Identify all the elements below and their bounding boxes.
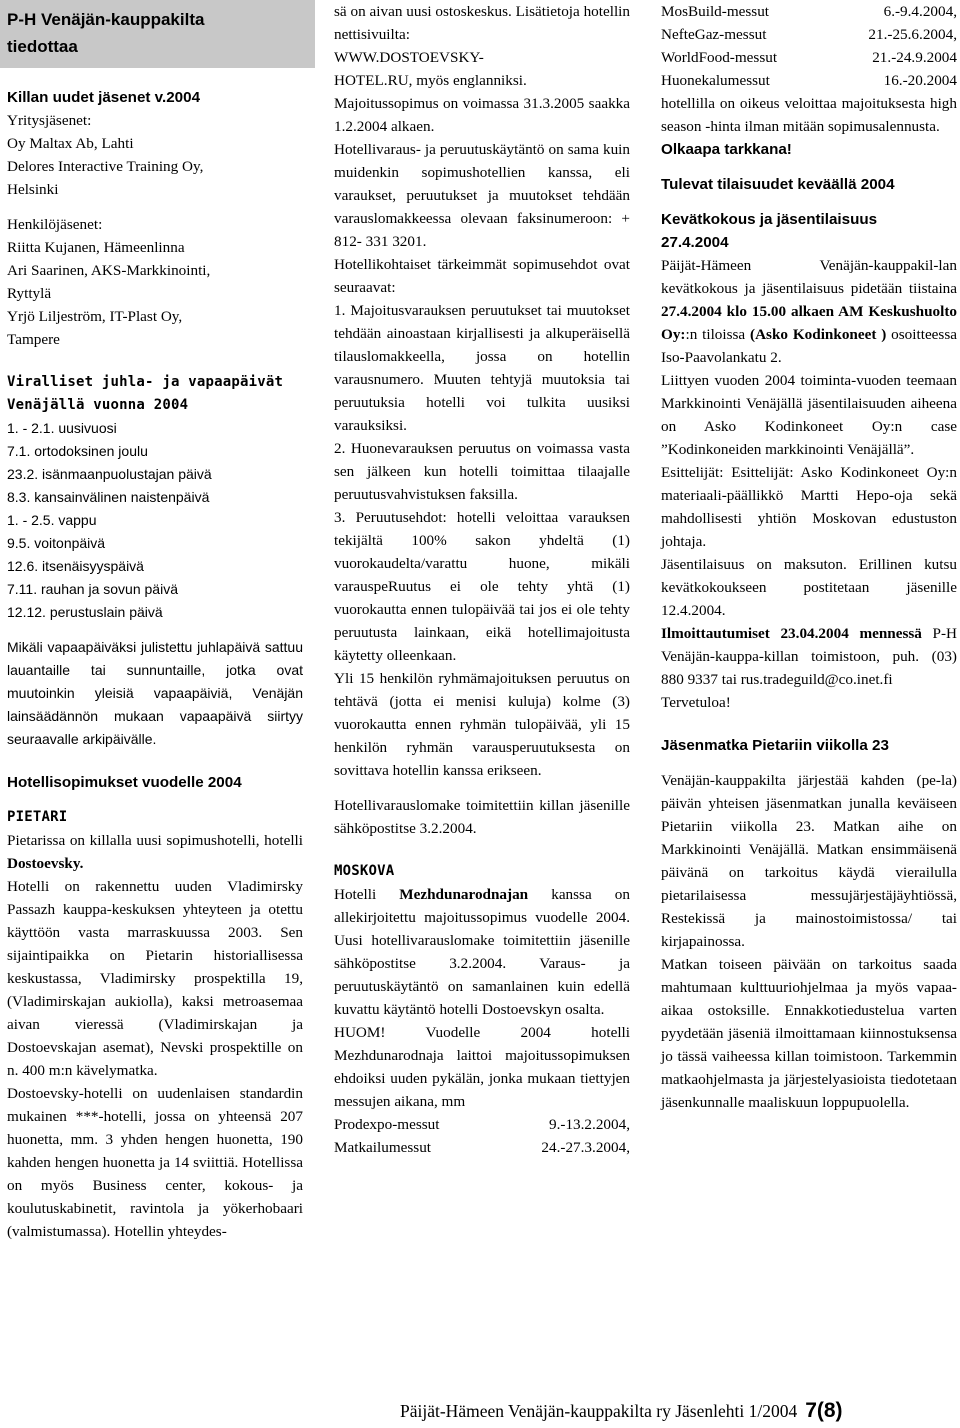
spring-meeting-details — [661, 254, 957, 369]
fair-date: 9.-13.2.2004, — [549, 1116, 630, 1133]
registration-contact: P-H Venäjän-kauppa-killan toimistoon, puh. (03) 880 9337 tai rus.tradeguild@co.inet.fi — [661, 625, 957, 688]
masthead-line-2: tiedottaa — [7, 37, 78, 56]
pietari-heading: PIETARI — [7, 809, 68, 825]
fair-row — [334, 1136, 630, 1159]
warning-text: Olkaapa tarkkana! — [661, 141, 792, 158]
agreement-validity: Majoitussopimus on voimassa 31.3.2005 saakka 1.2.2004 alkaen. — [334, 95, 630, 135]
terms-intro: Hotellikohtaiset tärkeimmät sopimusehdot ovat seuraavat: — [334, 256, 630, 296]
pietari-description: Hotelli on rakennettu uuden Vladimirsky Passazh kauppa-keskuksen yhteyteen ja otettu käyttöön vasta marraskuussa 2003. Sen sijaintipaikka on Pietarin historiallisessa keskustassa, Vladimirsky prospektilla 19, (Vladimirskajan aukiolla), kaksi metroasemaa aivan vieressä (Vladimirskajan ja Dostoevskajan asemat), Nevski prospektille on n. 400 m:n kävelymatka. — [7, 878, 303, 1079]
masthead — [0, 0, 315, 68]
masthead-line-1: P-H Venäjän-kauppakilta — [7, 10, 205, 29]
spring-meeting-text: osoitteessa Iso-Paavolankatu 2. — [661, 326, 957, 366]
pietari-intro — [7, 829, 303, 875]
booking-practice: Hotellivaraus- ja peruutuskäytäntö on sama kuin muidenkin sopimushotellien kanssa, eli varaukset, peruutukset ja muutokset tehdään varauslomakkeessa olevaan faksinumeroon: + 812- 331 3201. — [334, 141, 630, 250]
personal-member: Riitta Kujanen, Hämeenlinna — [7, 239, 185, 256]
hotel-name: Mezhdunarodnajan — [399, 886, 529, 903]
spring-meeting-text: :n tiloissa — [685, 326, 751, 343]
moskova-heading: MOSKOVA — [334, 863, 395, 879]
member-trip-details: Venäjän-kauppakilta järjestää kahden (pe-la) päivän yhteisen jäsenmatkan junalla keväiseen Pietariin viikolla 23. Matkan aihe on Markkinointi Venäjällä. Matkan ensimmäisenä päivänä on tarkoitus käydä vierailulla pietarilaisessa messujärjestäjäyhtiössä, Restekissä ja mainostoimistossa/ tai kirjapainossa. — [661, 772, 957, 950]
holiday-item: 9.5. voitonpäivä — [7, 535, 106, 551]
corporate-member: Oy Maltax Ab, Lahti — [7, 135, 134, 152]
holiday-item: 1. - 2.1. uusivuosi — [7, 420, 117, 436]
moskova-intro-text: kanssa on allekirjoitettu majoitussopimus vuodelle 2004. Uusi hotellivarauslomake toimitettiin jäsenille sähköpostitse 3.2.2004. Varaus- ja peruutuskäytäntö on samanlainen kuin edellä kuvattu käytäntö hotelli Dostoevskyn osalta. — [334, 886, 630, 1018]
corporate-member: Delores Interactive Training Oy, — [7, 158, 204, 175]
moskova-notice: HUOM! Vuodelle 2004 hotelli Mezhdunarodnaja laittoi majoitussopimuksen ehdoiksi uuden pykälän, jonka mukaan tiettyjen messujen aikana, mm — [334, 1024, 630, 1110]
column-2 — [334, 0, 630, 1159]
moskova-intro — [334, 883, 630, 1021]
holiday-item: 1. - 2.5. vappu — [7, 512, 97, 528]
member-trip-heading: Jäsenmatka Pietariin viikolla 23 — [661, 737, 889, 754]
welcome-text: Tervetuloa! — [661, 694, 731, 711]
holiday-item: 23.2. isänmaanpuolustajan päivä — [7, 466, 212, 482]
fair-name: MosBuild-messut — [661, 3, 770, 20]
hotel-agreements-heading: Hotellisopimukset vuodelle 2004 — [7, 774, 242, 791]
holiday-item: 7.11. rauhan ja sovun päivä — [7, 581, 178, 597]
fair-date: 24.-27.3.2004, — [541, 1139, 630, 1156]
upcoming-events-heading: Tulevat tilaisuudet keväällä 2004 — [661, 176, 895, 193]
registration — [661, 622, 957, 691]
spring-meeting-heading: Kevätkokous ja jäsentilaisuus — [661, 211, 878, 228]
corporate-member: Helsinki — [7, 181, 59, 198]
footer-text: Päijät-Hämeen Venäjän-kauppakilta ry Jäsenlehti 1/2004 — [400, 1401, 798, 1421]
page-footer — [400, 1398, 843, 1424]
fair-row — [334, 1113, 630, 1136]
personal-member: Ryttylä — [7, 285, 52, 302]
pietari-intro-text: Pietarissa on killalla uusi sopimushotelli, hotelli — [7, 832, 303, 849]
term-1: 1. Majoitusvarauksen peruutukset tai muutokset tehdään ainoastaan kirjallisesti ja alkuperäisellä tilauslomakkeella, jossa on hotellin varausnumero. Muuten tehtyjä muutoksia tai peruutuksia hotelli voi tulkita uusiksi varauksiksi. — [334, 302, 630, 434]
high-season-note: hotellilla on oikeus veloittaa majoituksesta high season -hinta ilman mitään sopimusalennusta. — [661, 95, 957, 135]
fair-name: Huonekalumessut — [661, 72, 770, 89]
holiday-item: 8.3. kansainvälinen naistenpäivä — [7, 489, 210, 505]
fair-row — [661, 23, 957, 46]
moskova-intro-text: Hotelli — [334, 886, 400, 903]
fair-name: Prodexpo-messut — [334, 1116, 440, 1133]
term-2: 2. Huonevarauksen peruutus on voimassa vasta sen jälkeen kun hotelli toimittaa tilaajalle peruutusvahvistuksen faksilla. — [334, 440, 630, 503]
hotel-url[interactable]: WWW.DOSTOEVSKY- — [334, 49, 484, 66]
venue-name: (Asko Kodinkoneet ) — [750, 326, 887, 343]
free-event-note: Jäsentilaisuus on maksuton. Erillinen kutsu kevätkokoukseen postitetaan jäsenille 12.4.2004. — [661, 556, 957, 619]
holiday-item: 7.1. ortodoksinen joulu — [7, 443, 148, 459]
column-3 — [661, 0, 957, 1114]
spring-meeting-text: Päijät-Hämeen Venäjän-kauppakil-lan kevätkokous ja jäsentilaisuus pidetään tiistaina — [661, 257, 957, 297]
pietari-website-intro: sä on aivan uusi ostoskeskus. Lisätietoja hotellin nettisivuilta: — [334, 3, 630, 43]
spring-meeting-theme: Liittyen vuoden 2004 toiminta-vuoden teemaan Markkinointi Venäjällä jäsentilaisuuden aiheena on Asko Kodinkoneet Oy:n case ”Kodinkoneiden markkinointi Venäjällä”. — [661, 372, 957, 458]
fair-row — [661, 0, 957, 23]
fair-date: 21.-24.9.2004 — [872, 49, 957, 66]
pietari-hotel-details: Dostoevsky-hotelli on uudenlaisen standardin mukainen ***-hotelli, jossa on yhteensä 207 huonetta, mm. 3 yhden hengen huonetta, 190 kahden hengen huonetta ja 14 sviittiä. Hotellissa on myös Business center, kokous- ja koulutuskabinetit, ravintola ja yökerhobaari (valmistumassa). Hotellin yhteydes- — [7, 1085, 303, 1240]
new-members-heading: Killan uudet jäsenet v.2004 — [7, 89, 201, 106]
personal-member: Tampere — [7, 331, 60, 348]
fair-row — [661, 69, 957, 92]
member-trip-day-2: Matkan toiseen päivään on tarkoitus saada mahtumaan kulttuuriohjelmaa ja myös vapaa-aikaa ostoksille. Ennakkotiedustelua varten pyydetään jäseniä ilmoittamaan kiinnostuksensa jo tässä vaiheessa killan toimistoon. Tarkemmin matkaohjelmasta ja järjestelyasioista tiedotetaan jäsenkunnalle maaliskuun loppupuolella. — [661, 956, 957, 1111]
registration-deadline: Ilmoittautumiset 23.04.2004 mennessä — [661, 625, 922, 642]
column-1 — [7, 0, 303, 1243]
fair-name: WorldFood-messut — [661, 49, 778, 66]
holiday-item: 12.12. perustuslain päivä — [7, 604, 163, 620]
group-booking-terms: Yli 15 henkilön ryhmämajoituksen peruutus on tehtävä (jotta ei menisi kuluja) kolme (3) vuorokautta ennen ryhmän tulopäivää, yli 15 henkilön ryhmän varausperuutuksesta on sovittava hotellin kanssa erikseen. — [334, 670, 630, 779]
term-3: 3. Peruutusehdot: hotelli veloittaa varauksen tekijältä 100% sakon yhdeltä (1) vuorokaudelta/varattu huone, mikäli varauspeRuutus ei ole tehty yhtä (1) vuorokautta ennen tulopäivää tai jos ei ole tehty peruutusta lainkaan, eikä hotellimajoitusta käytetty olleenkaan. — [334, 509, 630, 664]
personal-member: Ari Saarinen, AKS-Markkinointi, — [7, 262, 211, 279]
spring-meeting-date: 27.4.2004 — [661, 234, 729, 251]
meeting-time-place: 27.4.2004 klo 15.00 alkaen AM Keskushuolto Oy: — [661, 303, 957, 343]
fair-name: NefteGaz-messut — [661, 26, 767, 43]
holidays-heading-line-2: Venäjällä vuonna 2004 — [7, 397, 189, 413]
hotel-name: Dostoevsky. — [7, 855, 84, 872]
fair-name: Matkailumessut — [334, 1139, 432, 1156]
page-number: 7(8) — [805, 1399, 843, 1422]
fair-date: 6.-9.4.2004, — [883, 3, 957, 20]
holidays-heading: Viralliset juhla- ja vapaapäivät — [7, 374, 284, 390]
booking-form-note: Hotellivarauslomake toimitettiin killan jäsenille sähköpostitse 3.2.2004. — [334, 797, 630, 837]
fair-row — [661, 46, 957, 69]
fair-date: 21.-25.6.2004, — [868, 26, 957, 43]
fair-date: 16.-20.2004 — [883, 72, 957, 89]
corporate-members-title: Yritysjäsenet: — [7, 112, 92, 129]
holiday-item: 12.6. itsenäisyyspäivä — [7, 558, 144, 574]
presenters: Esittelijät: Esittelijät: Asko Kodinkoneet Oy:n materiaali-päällikkö Martti Hepo-oja sekä mahdollisesti yhtiön Moskovan edustuston johtaja. — [661, 464, 957, 550]
holiday-note: Mikäli vapaapäiväksi julistettu juhlapäivä sattuu lauantaille tai sunnuntaille, jotka ovat muutoinkin yleisiä vapaapäiviä, Venäjän lainsäädännön mukaan vapaapäivä siirtyy seuraavalle arkipäivälle. — [7, 639, 303, 747]
personal-members-title: Henkilöjäsenet: — [7, 216, 103, 233]
personal-member: Yrjö Liljeström, IT-Plast Oy, — [7, 308, 183, 325]
hotel-url-continued[interactable]: HOTEL.RU, myös englanniksi. — [334, 72, 527, 89]
